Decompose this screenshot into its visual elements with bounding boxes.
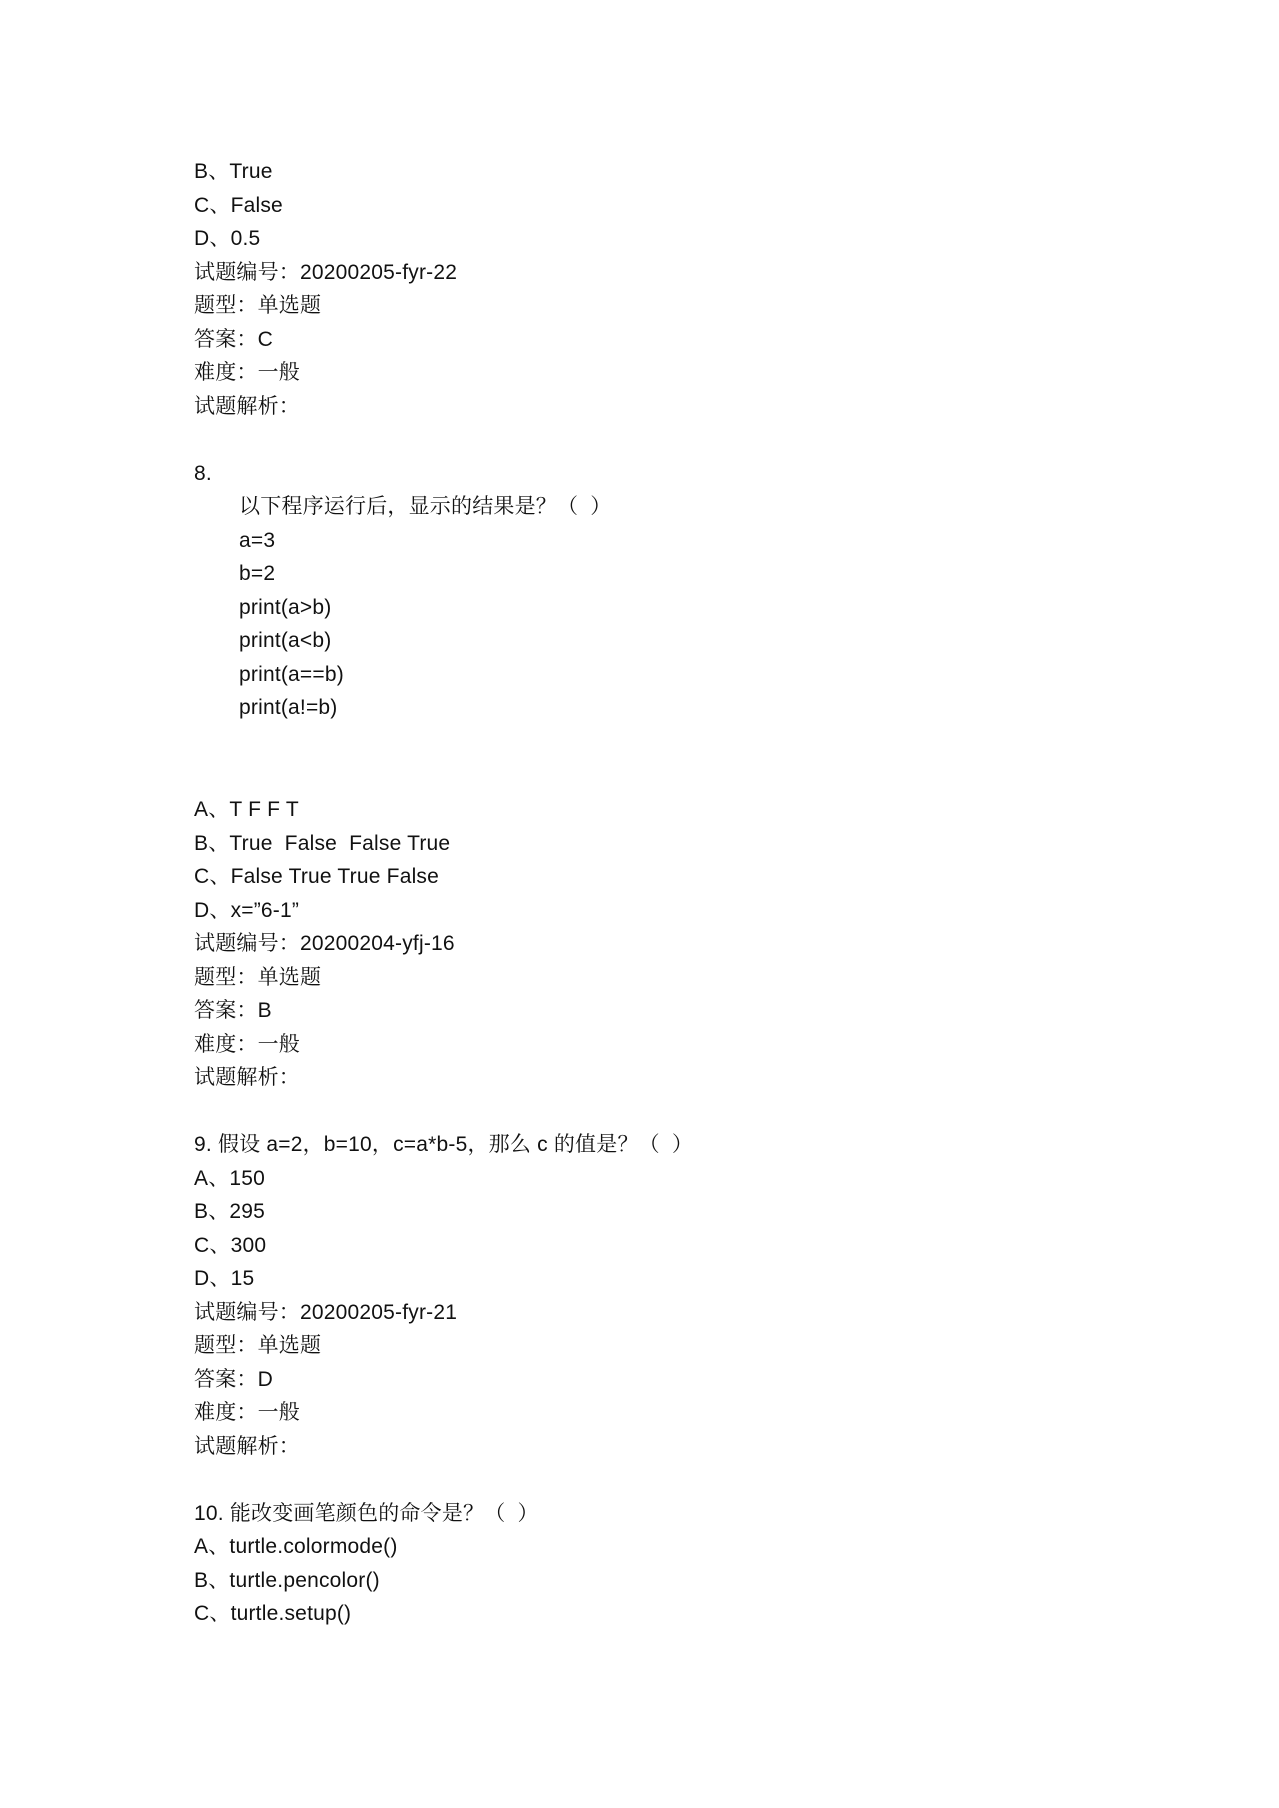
question-stem: 以下程序运行后，显示的结果是？（ ） xyxy=(239,495,612,518)
option-a: A、turtle.colormode() xyxy=(194,1535,398,1558)
question-difficulty: 难度：一般 xyxy=(194,1401,300,1424)
question-answer: 答案：C xyxy=(194,328,273,351)
option-a: A、150 xyxy=(194,1167,266,1190)
code-line: print(a!=b) xyxy=(239,696,338,719)
option-c: C、False True True False xyxy=(194,865,440,888)
option-b: B、turtle.pencolor() xyxy=(194,1569,380,1592)
option-b: B、295 xyxy=(194,1200,266,1223)
code-line: print(a<b) xyxy=(239,629,332,652)
code-line: b=2 xyxy=(239,562,276,585)
question-stem: 10. 能改变画笔颜色的命令是？（ ） xyxy=(194,1502,539,1525)
question-analysis: 试题解析： xyxy=(194,1066,300,1089)
question-type: 题型：单选题 xyxy=(194,294,322,317)
option-c: C、False xyxy=(194,194,283,217)
option-c: C、300 xyxy=(194,1234,267,1257)
option-b: B、True xyxy=(194,160,273,183)
question-type: 题型：单选题 xyxy=(194,966,322,989)
question-id: 试题编号：20200205-fyr-21 xyxy=(194,1301,458,1324)
option-d: D、0.5 xyxy=(194,227,261,250)
question-answer: 答案：B xyxy=(194,999,272,1022)
question-id: 试题编号：20200204-yfj-16 xyxy=(194,932,455,955)
option-d: D、15 xyxy=(194,1267,255,1290)
option-b: B、True False False True xyxy=(194,832,451,855)
question-number: 8. xyxy=(194,462,212,485)
question-stem: 9. 假设 a=2，b=10，c=a*b-5，那么 c 的值是？（ ） xyxy=(194,1133,694,1156)
question-type: 题型：单选题 xyxy=(194,1334,322,1357)
question-analysis: 试题解析： xyxy=(194,395,300,418)
code-line: print(a==b) xyxy=(239,663,344,686)
code-line: a=3 xyxy=(239,529,276,552)
question-analysis: 试题解析： xyxy=(194,1435,300,1458)
option-a: A、T F F T xyxy=(194,798,299,821)
question-id: 试题编号：20200205-fyr-22 xyxy=(194,261,458,284)
option-d: D、x=”6-1” xyxy=(194,899,300,922)
code-line: print(a>b) xyxy=(239,596,332,619)
question-answer: 答案：D xyxy=(194,1368,273,1391)
option-c: C、turtle.setup() xyxy=(194,1602,352,1625)
question-difficulty: 难度：一般 xyxy=(194,1033,300,1056)
question-difficulty: 难度：一般 xyxy=(194,361,300,384)
